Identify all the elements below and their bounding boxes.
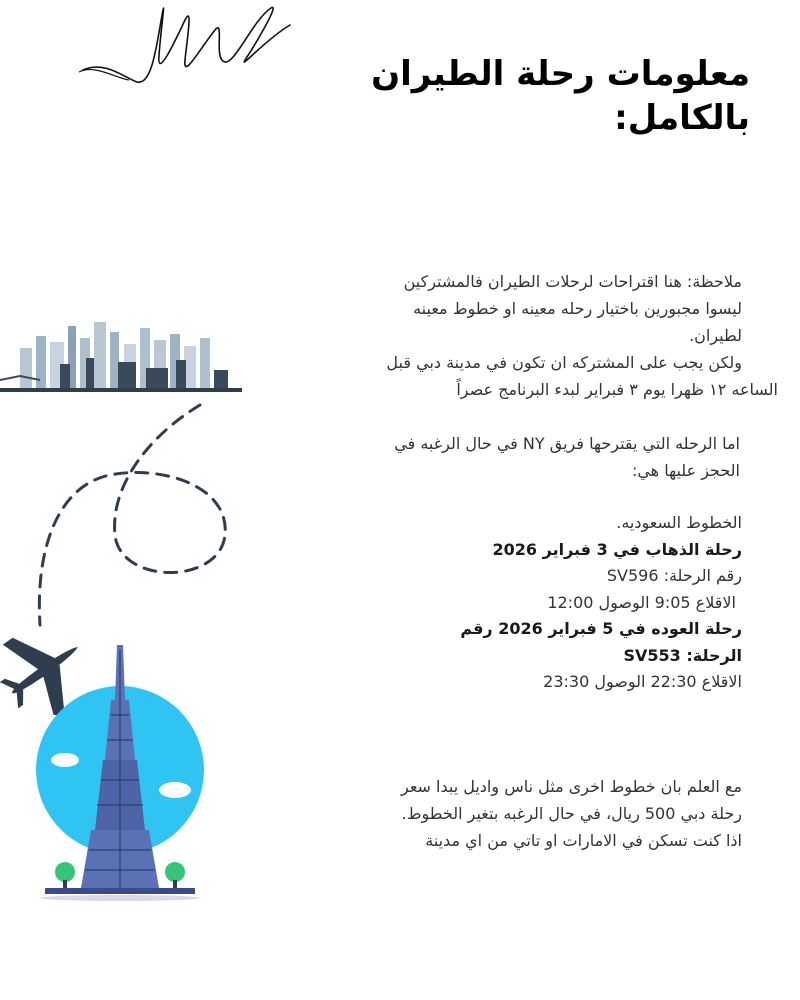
burj-khalifa-illustration xyxy=(25,640,215,902)
outbound-flight-times: الاقلاع 9:05 الوصول 12:00 xyxy=(547,592,736,612)
extra-line: اذا كنت تسكن في الامارات او تاتي من اي مدينة xyxy=(425,831,742,850)
extra-line: مع العلم بان خطوط اخرى مثل ناس واديل يبدا سعر xyxy=(400,777,742,796)
note-line: ليسوا مجبورين باختيار رحله معينه او خطوط معينه xyxy=(413,299,742,318)
note-line: ولكن يجب على المشتركه ان تكون في مدينة دبي قبل xyxy=(386,353,742,372)
return-flight-title: رحلة العوده في 5 فبراير 2026 رقم xyxy=(460,619,742,638)
city-skyline-illustration xyxy=(0,318,242,396)
return-flight-times: الاقلاع 22:30 الوصول 23:30 xyxy=(543,672,742,691)
title-line-2: بالكامل: xyxy=(614,98,750,138)
note-line: ملاحظة: هنا اقتراحات لرحلات الطيران فالمشتركين xyxy=(403,272,742,291)
outbound-flight-number: رقم الرحلة: SV596 xyxy=(606,566,742,585)
page-title xyxy=(370,52,750,140)
note-line: الساعه ١٢ ظهرا يوم ٣ فبراير لبدء البرنامج عصراً xyxy=(456,380,778,399)
note-paragraph xyxy=(342,268,778,403)
extra-line: رحلة دبي 500 ريال، في حال الرغبه بتغير الخطوط. xyxy=(401,804,742,823)
return-flight-number: الرحلة: SV553 xyxy=(623,645,742,665)
suggestion-line: اما الرحله التي يقترحها فريق NY في حال الرغبه في xyxy=(394,434,740,453)
extra-info-paragraph xyxy=(322,773,742,854)
outbound-flight-title: رحلة الذهاب في 3 فبراير 2026 xyxy=(492,539,742,559)
suggestion-line: الحجز عليها هي: xyxy=(631,461,740,480)
title-line-1: معلومات رحلة الطيران xyxy=(371,54,750,94)
airline-name: الخطوط السعوديه. xyxy=(616,513,742,532)
note-line: لطيران. xyxy=(689,326,742,345)
suggestion-paragraph xyxy=(340,430,740,484)
flight-details xyxy=(342,510,742,696)
signature-image xyxy=(75,0,315,105)
